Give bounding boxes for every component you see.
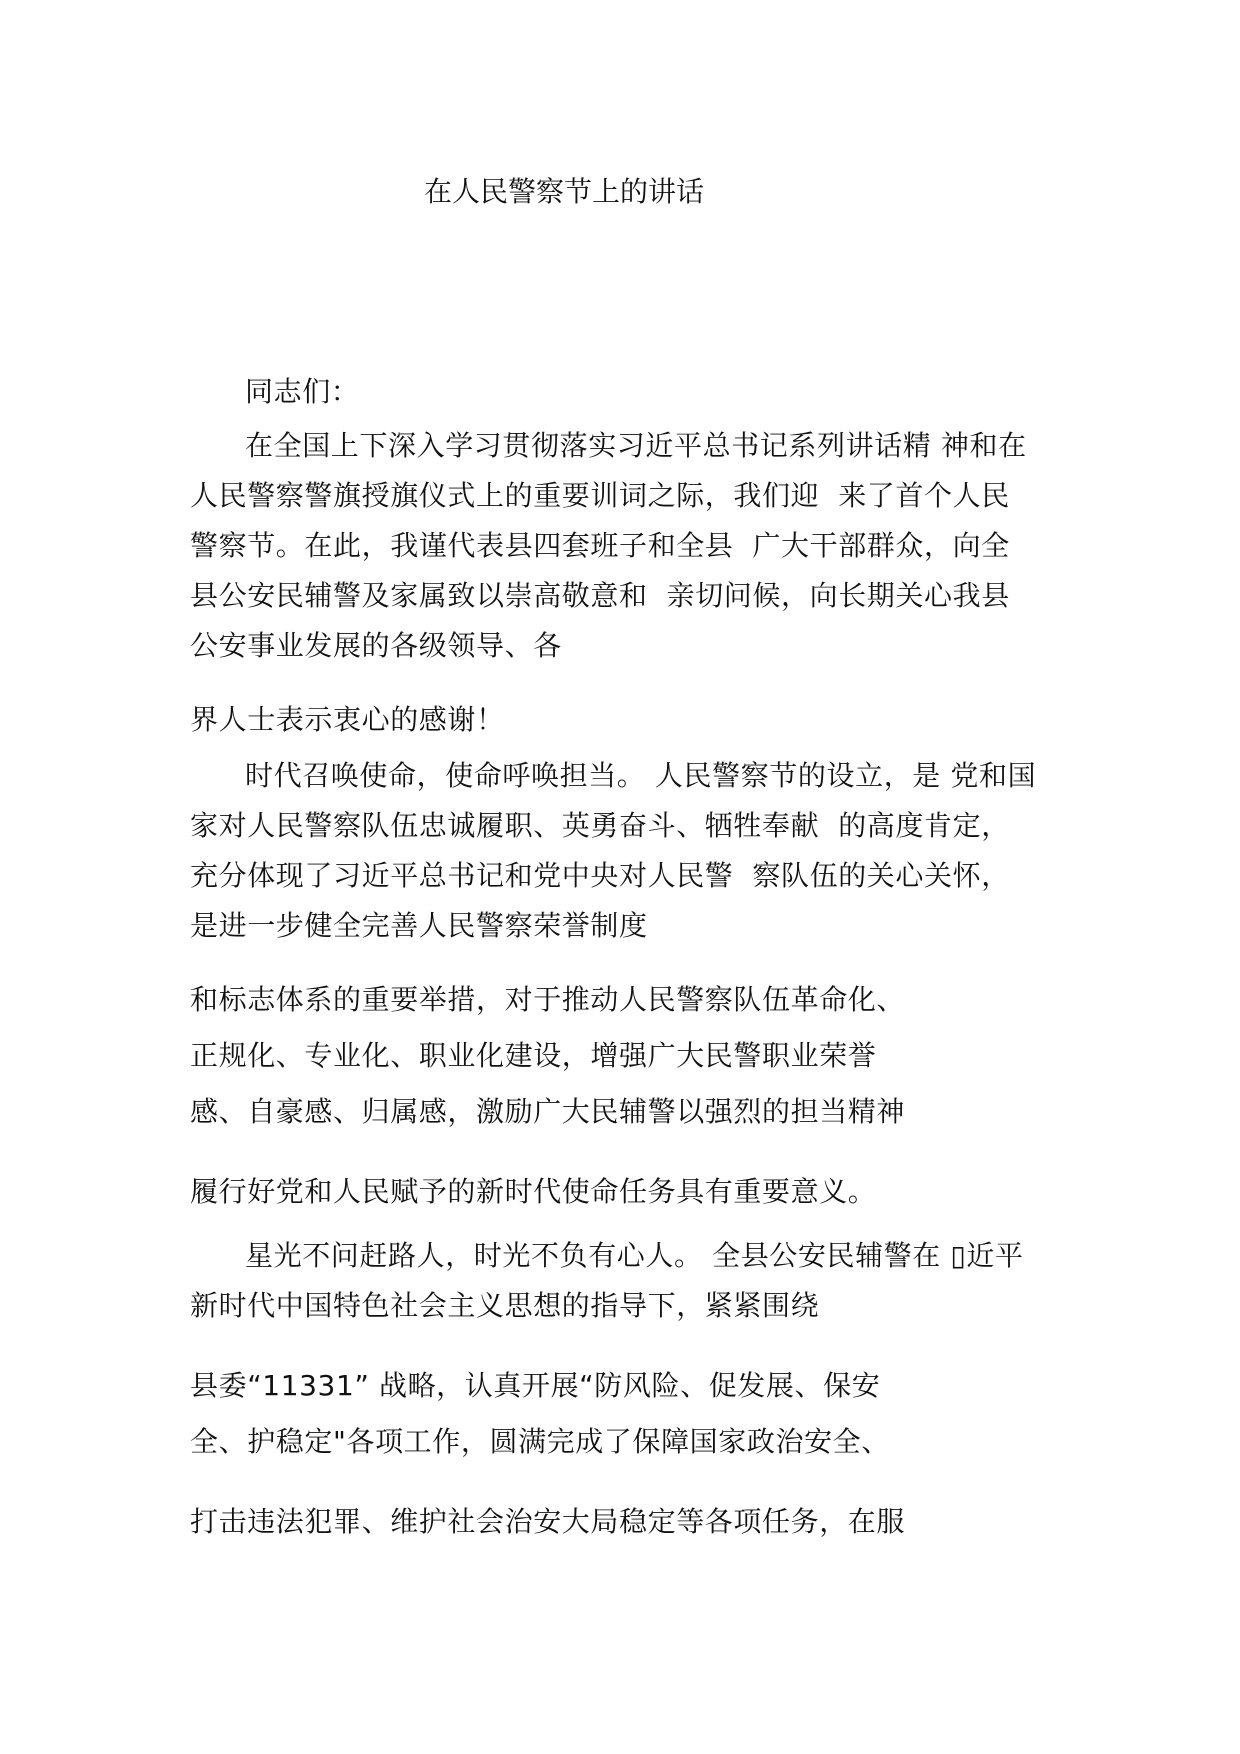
- paragraph-1-line: 界人士表示衷心的感谢！: [190, 703, 505, 736]
- paragraph-2-line: 是进一步健全完善人民警察荣誉制度: [190, 909, 648, 942]
- paragraph-3-line: 县委“11331” 战略，认真开展“防风险、促发展、保安: [190, 1369, 881, 1402]
- paragraph-3-line: 新时代中国特色社会主义思想的指导下，紧紧围绕: [190, 1289, 820, 1322]
- paragraph-3-line: 打击违法犯罪、维护社会治安大局稳定等各项任务，在服: [190, 1505, 906, 1538]
- paragraph-2-line: 时代召唤使命，使命呼唤担当。 人民警察节的设立，是 党和国: [245, 759, 1037, 792]
- paragraph-1-line: 公安事业发展的各级领导、各: [190, 629, 562, 662]
- paragraph-1-line: 县公安民辅警及家属致以崇高敬意和 亲切问候，向长期关心我县: [190, 579, 1010, 612]
- paragraph-1-line: 警察节。在此，我谨代表县四套班子和全县 广大干部群众，向全: [190, 529, 1010, 562]
- paragraph-2-line: 和标志体系的重要举措，对于推动人民警察队伍革命化、: [190, 983, 906, 1016]
- paragraph-2-line: 家对人民警察队伍忠诚履职、英勇奋斗、牺牲奉献 的高度肯定，: [190, 809, 1010, 842]
- paragraph-2-line: 感、自豪感、归属感，激励广大民辅警以强烈的担当精神: [190, 1095, 906, 1128]
- document-title: 在人民警察节上的讲话: [424, 175, 705, 208]
- paragraph-2-line: 履行好党和人民赋予的新时代使命任务具有重要意义。: [190, 1175, 877, 1208]
- paragraph-2-line: 充分体现了习近平总书记和党中央对人民警 察队伍的关心关怀，: [190, 859, 1010, 892]
- paragraph-1-line: 在全国上下深入学习贯彻落实习近平总书记系列讲话精 神和在: [245, 429, 1027, 462]
- paragraph-1-line: 人民警察警旗授旗仪式上的重要训词之际，我们迎 来了首个人民: [190, 479, 1010, 512]
- salutation-line: 同志们：: [245, 375, 360, 408]
- paragraph-3-line: 星光不问赶路人，时光不负有心人。 全县公安民辅警在 ▯近平: [245, 1239, 1024, 1272]
- paragraph-2-line: 正规化、专业化、职业化建设，增强广大民警职业荣誉: [190, 1039, 877, 1072]
- paragraph-3-line: 全、护稳定"各项工作，圆满完成了保障国家政治安全、: [190, 1425, 890, 1458]
